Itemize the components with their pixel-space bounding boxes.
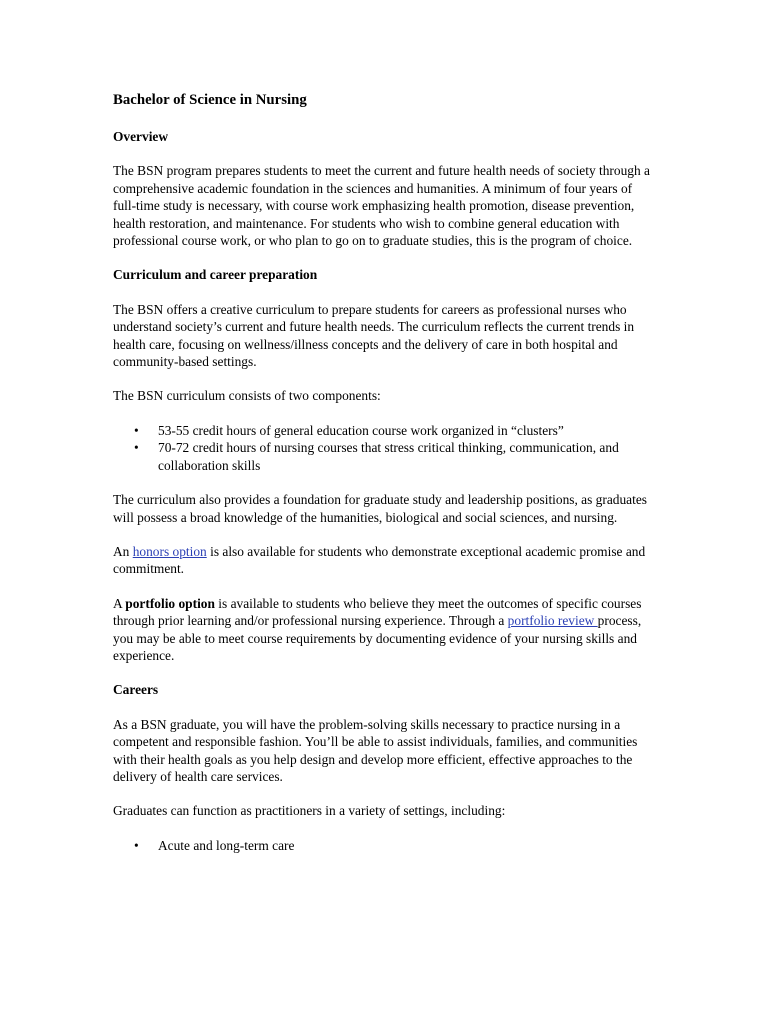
careers-settings-list — [113, 837, 658, 854]
page-title: Bachelor of Science in Nursing — [113, 92, 307, 108]
portfolio-suffix: process, you may be able to meet course requirements by documenting evidence of your nursing skills and experience. — [113, 613, 642, 663]
list-item — [134, 422, 658, 439]
list-item-text: 70-72 credit hours of nursing courses that stress critical thinking, communication, and collaboration skills — [158, 440, 619, 473]
curriculum-paragraph-3: The curriculum also provides a foundation for graduate study and leadership positions, as graduates will possess a broad knowledge of the humanities, biological and social sciences, and nursing. — [113, 492, 647, 525]
careers-paragraph-2: Graduates can function as practitioners in a variety of settings, including: — [113, 803, 506, 819]
honors-prefix: An — [113, 543, 133, 559]
bullet-icon: • — [134, 422, 139, 438]
portfolio-paragraph — [113, 595, 658, 665]
bullet-icon: • — [134, 440, 139, 456]
overview-paragraph: The BSN program prepares students to meet the current and future health needs of society through a comprehensive academic foundation in the sciences and humanities. A minimum of four years of full-time study is necessary, with course work emphasizing health promotion, disease prevention, health restoration, and maintenance. For students who wish to combine general education with professional course work, or who plan to go on to graduate studies, this is the program of choice. — [113, 163, 650, 249]
honors-paragraph — [113, 543, 658, 578]
portfolio-review-link[interactable]: portfolio review — [507, 613, 598, 629]
list-item-text: 53-55 credit hours of general education course work organized in “clusters” — [158, 422, 564, 438]
list-item — [134, 837, 658, 854]
careers-paragraph-1: As a BSN graduate, you will have the problem-solving skills necessary to practice nursing in a competent and responsible fashion. You’ll be able to assist individuals, families, and communities with their health goals as you help design and develop more efficient, effective approaches to the delivery of health care services. — [113, 716, 638, 784]
portfolio-option-bold: portfolio option — [125, 595, 215, 611]
document-body — [113, 91, 658, 871]
honors-option-link[interactable]: honors option — [132, 543, 207, 559]
list-item-text: Acute and long-term care — [158, 837, 295, 853]
curriculum-components-list — [113, 422, 658, 474]
curriculum-paragraph-2: The BSN curriculum consists of two components: — [113, 388, 381, 404]
overview-heading: Overview — [113, 129, 169, 144]
bullet-icon: • — [134, 837, 139, 853]
curriculum-paragraph-1: The BSN offers a creative curriculum to prepare students for careers as professional nurses who understand society’s current and future health needs. The curriculum reflects the current trends in health care, focusing on wellness/illness concepts and the delivery of care in both hospital and community-based settings. — [113, 301, 635, 370]
portfolio-middle: is available to students who believe they meet the outcomes of specific courses through prior learning and/or professional nursing experience. Through a — [113, 595, 642, 629]
careers-heading: Careers — [113, 682, 159, 698]
curriculum-heading: Curriculum and career preparation — [113, 267, 318, 283]
honors-suffix: is also available for students who demonstrate exceptional academic promise and commitment. — [113, 543, 646, 577]
portfolio-prefix: A — [113, 595, 126, 611]
list-item — [134, 439, 658, 474]
